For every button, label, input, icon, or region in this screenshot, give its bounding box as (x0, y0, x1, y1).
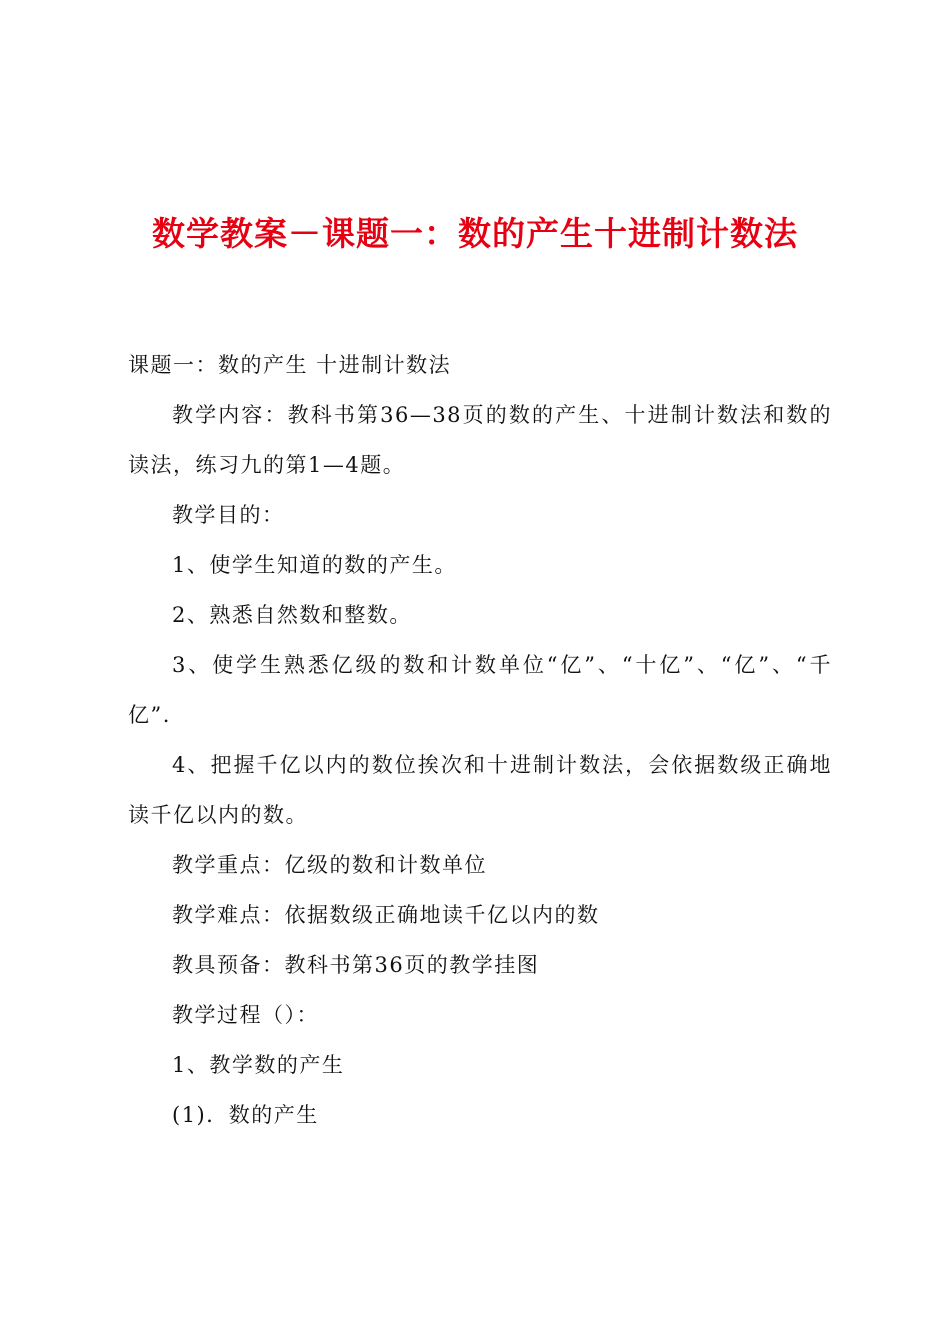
paragraph-objective-1: 1、使学生知道的数的产生。 (172, 553, 457, 577)
paragraph-objectives-heading: 教学目的： (172, 503, 285, 527)
paragraph-teaching-aids: 教具预备：教科书第36页的教学挂图 (172, 953, 540, 977)
paragraph-process-heading: 教学过程（）： (172, 1003, 319, 1027)
document-body (128, 340, 832, 1140)
document-title: 数学教案－课题一：数的产生十进制计数法 (152, 214, 798, 253)
paragraph-objective-3: 3、使学生熟悉亿级的数和计数单位“亿”、“十亿”、“亿”、“千亿”. (128, 653, 832, 727)
paragraph-content: 教学内容：教科书第36—38页的数的产生、十进制计数法和数的读法，练习九的第1—4题。 (128, 403, 832, 477)
paragraph-step-1: 1、教学数的产生 (172, 1053, 345, 1077)
paragraph-topic: 课题一：数的产生 十进制计数法 (128, 353, 452, 377)
paragraph-step-1-1: (1)．数的产生 (172, 1103, 319, 1127)
paragraph-key-points: 教学重点：亿级的数和计数单位 (172, 853, 487, 877)
paragraph-objective-2: 2、熟悉自然数和整数。 (172, 603, 412, 627)
paragraph-objective-4: 4、把握千亿以内的数位挨次和十进制计数法，会依据数级正确地读千亿以内的数。 (128, 753, 832, 827)
paragraph-difficulties: 教学难点：依据数级正确地读千亿以内的数 (172, 903, 600, 927)
